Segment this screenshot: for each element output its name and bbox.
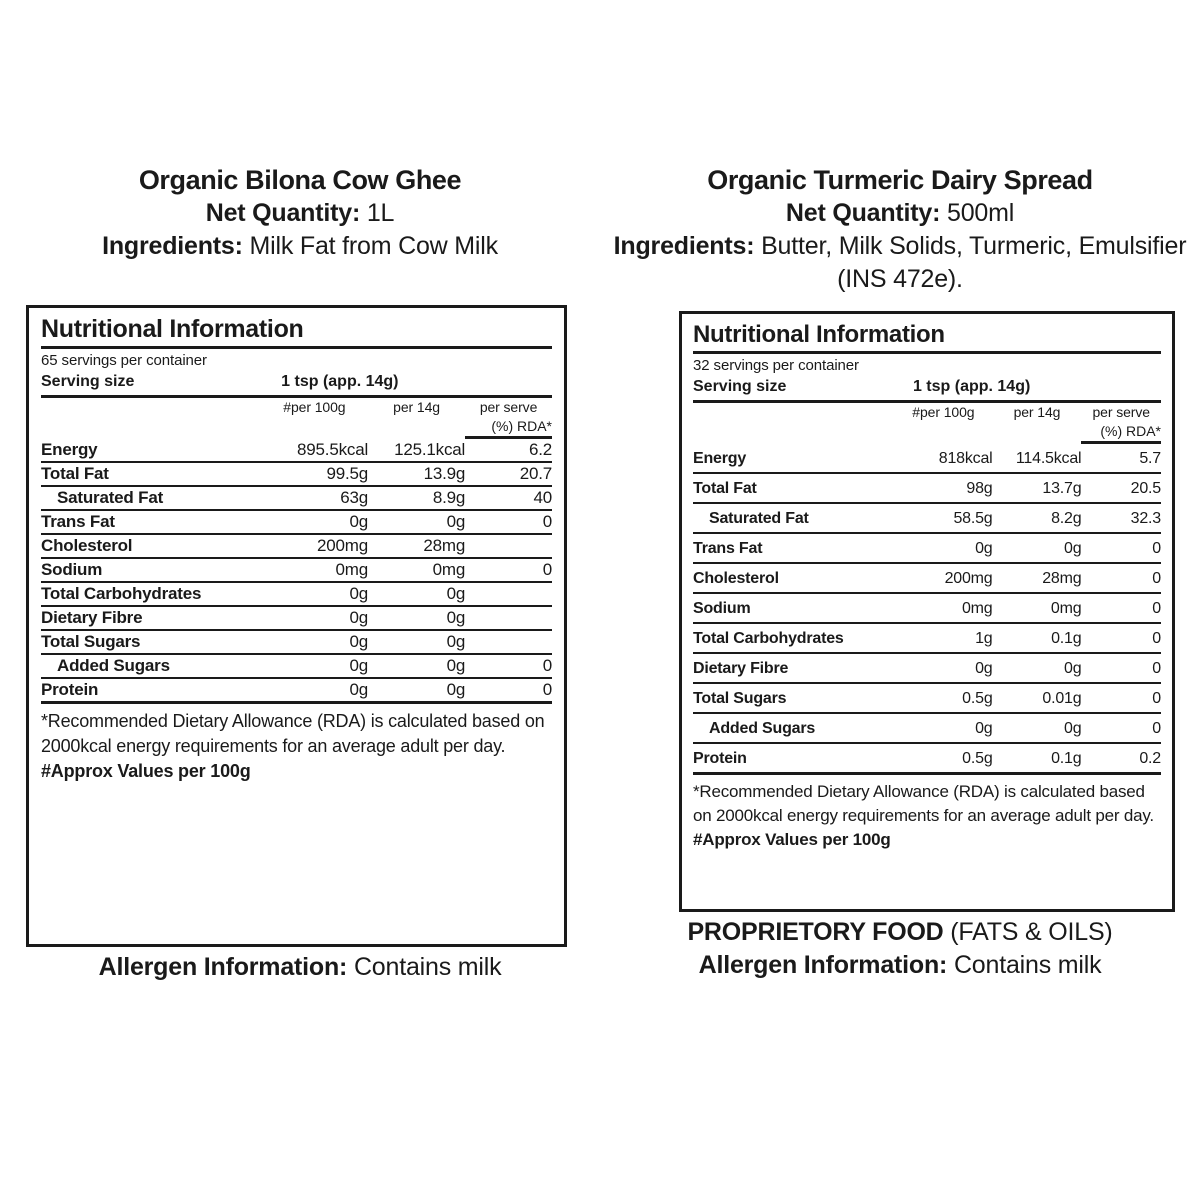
row-name: Cholesterol (41, 534, 261, 558)
row-rda: 0 (1081, 593, 1161, 623)
row-name: Energy (693, 450, 747, 467)
row-name: Cholesterol (693, 563, 894, 593)
row-per-100g: 0.5g (894, 743, 992, 772)
row-rda: 32.3 (1081, 503, 1161, 533)
rda-footnote-text: *Recommended Dietary Allowance (RDA) is calculated based on 2000kcal energy requirements for an average adult per day. (41, 711, 545, 756)
net-quantity-line (0, 197, 600, 230)
table-row (693, 713, 1161, 743)
header-rda: (%) RDA* (465, 417, 552, 438)
row-per-14g: 0mg (993, 593, 1082, 623)
row-per-100g: 99.5g (261, 462, 368, 486)
row-rda: 0 (1081, 623, 1161, 653)
row-rda: 20.5 (1081, 473, 1161, 503)
row-per-14g: 0.1g (993, 743, 1082, 772)
rda-footnote-block (693, 775, 1161, 852)
table-row (693, 563, 1161, 593)
table-row (693, 533, 1161, 563)
row-name: Total Sugars (41, 630, 261, 654)
row-rda: 0 (1081, 683, 1161, 713)
header-per-14g: per 14g (393, 399, 440, 415)
allergen-label: Allergen Information: (698, 951, 948, 979)
table-row (41, 606, 552, 630)
row-rda: 0 (1081, 653, 1161, 683)
row-name: Added Sugars (41, 654, 261, 678)
row-per-14g: 0.01g (993, 683, 1082, 713)
nutrition-table (41, 398, 552, 701)
row-per-14g: 8.9g (368, 486, 465, 510)
row-rda (465, 606, 552, 630)
table-row (693, 503, 1161, 533)
row-name: Total Fat (693, 473, 894, 503)
table-row (41, 510, 552, 534)
row-rda: 40 (465, 486, 552, 510)
row-per-14g: 28mg (368, 534, 465, 558)
table-row (41, 462, 552, 486)
table-row (41, 654, 552, 678)
product-title: Organic Bilona Cow Ghee (138, 165, 462, 195)
row-per-100g: 895.5kcal (297, 440, 369, 459)
ingredients-label: Ingredients: (613, 232, 755, 260)
servings-per-container: 32 servings per container (693, 357, 859, 374)
row-per-14g: 0g (993, 533, 1082, 563)
row-name: Sodium (41, 558, 261, 582)
table-row (693, 683, 1161, 713)
ingredients-label: Ingredients: (102, 232, 243, 260)
nutrition-table (693, 403, 1161, 772)
allergen-value: Contains milk (353, 953, 502, 981)
row-per-100g: 0.5g (894, 683, 992, 713)
row-name: Total Carbohydrates (693, 623, 894, 653)
table-row (41, 630, 552, 654)
net-quantity-label: Net Quantity: (205, 199, 361, 227)
table-header-row-2 (693, 422, 1161, 443)
allergen-label: Allergen Information: (98, 953, 348, 981)
row-per-14g: 0g (368, 606, 465, 630)
ingredients-line (600, 230, 1200, 296)
row-name: Total Carbohydrates (41, 582, 261, 606)
table-row (693, 473, 1161, 503)
product-title: Organic Turmeric Dairy Spread (707, 165, 1093, 195)
row-per-14g: 0g (368, 678, 465, 701)
table-row (41, 438, 552, 463)
row-per-100g: 200mg (894, 563, 992, 593)
table-row (41, 678, 552, 701)
row-per-100g: 0g (894, 653, 992, 683)
row-per-100g: 0g (261, 678, 368, 701)
row-name: Saturated Fat (41, 486, 261, 510)
row-rda (465, 630, 552, 654)
table-header-row-1 (41, 398, 552, 417)
row-per-14g: 8.2g (993, 503, 1082, 533)
ingredients-value: Milk Fat from Cow Milk (249, 232, 498, 260)
row-per-14g: 13.7g (993, 473, 1082, 503)
row-per-100g: 0g (894, 713, 992, 743)
row-rda: 0 (1081, 713, 1161, 743)
row-name: Sodium (693, 593, 894, 623)
row-per-100g: 818kcal (938, 450, 993, 467)
net-quantity-line (600, 197, 1200, 230)
below-box-right (600, 916, 1200, 982)
proprietary-food-value: (FATS & OILS) (950, 918, 1113, 946)
row-per-100g: 0g (261, 510, 368, 534)
row-name: Trans Fat (41, 510, 261, 534)
row-per-14g: 0g (368, 654, 465, 678)
header-per-100g: #per 100g (912, 404, 975, 420)
row-per-100g: 0g (261, 630, 368, 654)
nutrition-facts-box (679, 311, 1175, 912)
row-name: Added Sugars (693, 713, 894, 743)
row-rda: 0 (465, 654, 552, 678)
table-header-row-1 (693, 403, 1161, 422)
serving-size-row (693, 376, 1161, 403)
table-row (693, 623, 1161, 653)
row-per-100g: 0g (261, 654, 368, 678)
row-name: Dietary Fibre (693, 653, 894, 683)
row-per-14g: 0g (368, 582, 465, 606)
row-name: Protein (41, 678, 261, 701)
nutrition-heading: Nutritional Information (693, 320, 1161, 354)
row-rda: 0 (1081, 533, 1161, 563)
row-per-100g: 0mg (894, 593, 992, 623)
row-per-100g: 63g (261, 486, 368, 510)
table-row (41, 558, 552, 582)
rda-footnote-text: *Recommended Dietary Allowance (RDA) is calculated based on 2000kcal energy requirements for an average adult per day. (693, 782, 1154, 825)
row-rda: 5.7 (1139, 450, 1161, 467)
row-per-100g: 0g (261, 582, 368, 606)
approx-values-note: #Approx Values per 100g (41, 761, 251, 781)
row-per-14g: 13.9g (368, 462, 465, 486)
allergen-information-line (0, 951, 600, 984)
row-name: Dietary Fibre (41, 606, 261, 630)
header-per-14g: per 14g (1013, 404, 1061, 420)
rda-footnote-block (41, 704, 552, 784)
table-row (693, 443, 1161, 474)
row-rda: 20.7 (465, 462, 552, 486)
ingredients-value: Butter, Milk Solids, Turmeric, Emulsifier (INS 472e). (761, 232, 1187, 293)
row-rda: 0 (465, 510, 552, 534)
product-panel-right (600, 0, 1200, 1200)
serving-size-label: Serving size (41, 373, 135, 390)
row-per-14g: 125.1kcal (394, 440, 466, 459)
servings-per-container: 65 servings per container (41, 352, 207, 369)
product-header-right (600, 163, 1200, 296)
row-name: Saturated Fat (693, 503, 894, 533)
row-name: Energy (41, 440, 98, 459)
header-rda: (%) RDA* (1081, 422, 1161, 443)
header-blank-2 (693, 422, 1081, 443)
nutrition-facts-box (26, 305, 567, 947)
ingredients-line (0, 230, 600, 263)
row-rda: 6.2 (528, 440, 552, 459)
serving-size-row (41, 371, 552, 398)
row-per-14g: 0g (368, 630, 465, 654)
row-per-100g: 58.5g (894, 503, 992, 533)
row-per-14g: 0.1g (993, 623, 1082, 653)
serving-size-value: 1 tsp (app. 14g) (281, 373, 399, 390)
table-row (41, 534, 552, 558)
row-rda: 0.2 (1081, 743, 1161, 772)
proprietary-food-label: PROPRIETORY FOOD (687, 918, 944, 946)
net-quantity-label: Net Quantity: (785, 199, 941, 227)
row-rda: 0 (465, 558, 552, 582)
header-blank-2 (41, 417, 465, 438)
nutrition-heading: Nutritional Information (41, 314, 552, 349)
row-name: Protein (693, 743, 894, 772)
row-name: Total Fat (41, 462, 261, 486)
net-quantity-value: 500ml (947, 199, 1015, 227)
header-per-100g: #per 100g (283, 399, 346, 415)
table-header-row-2 (41, 417, 552, 438)
proprietary-food-line (600, 916, 1200, 949)
net-quantity-value: 1L (366, 199, 395, 227)
allergen-information-line (600, 949, 1200, 982)
serving-size-value: 1 tsp (app. 14g) (912, 378, 1031, 395)
table-row (693, 593, 1161, 623)
allergen-value: Contains milk (953, 951, 1102, 979)
row-rda: 0 (465, 678, 552, 701)
header-blank (693, 403, 894, 422)
approx-values-note: #Approx Values per 100g (693, 830, 891, 849)
row-per-14g: 0g (368, 510, 465, 534)
row-rda: 0 (1081, 563, 1161, 593)
header-per-serve: per serve (1092, 404, 1150, 420)
row-name: Total Sugars (693, 683, 894, 713)
table-row (41, 486, 552, 510)
header-blank (41, 398, 261, 417)
product-header-left (0, 163, 600, 263)
row-per-100g: 200mg (261, 534, 368, 558)
row-per-14g: 0mg (368, 558, 465, 582)
table-row (693, 653, 1161, 683)
row-per-14g: 0g (993, 653, 1082, 683)
row-per-100g: 0g (894, 533, 992, 563)
row-per-100g: 1g (894, 623, 992, 653)
table-row (41, 582, 552, 606)
row-per-100g: 0g (261, 606, 368, 630)
row-per-100g: 0mg (261, 558, 368, 582)
row-per-100g: 98g (894, 473, 992, 503)
table-row (693, 743, 1161, 772)
row-per-14g: 114.5kcal (1015, 450, 1082, 467)
row-name: Trans Fat (693, 533, 894, 563)
header-per-serve: per serve (479, 399, 538, 415)
row-rda (465, 534, 552, 558)
row-per-14g: 28mg (993, 563, 1082, 593)
row-per-14g: 0g (993, 713, 1082, 743)
row-rda (465, 582, 552, 606)
serving-size-label: Serving size (693, 378, 787, 395)
